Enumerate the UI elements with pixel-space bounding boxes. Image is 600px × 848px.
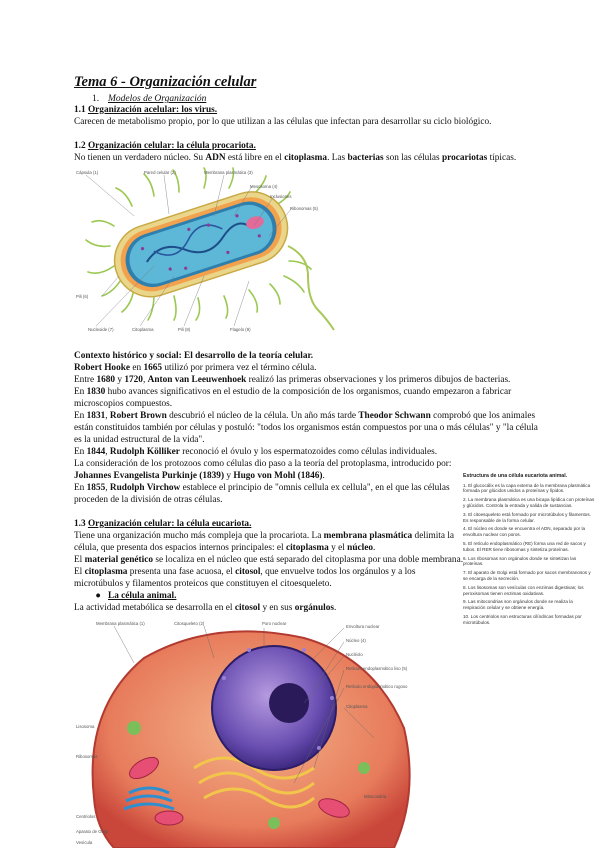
text-bold: 1720 [124,375,143,385]
text-bold: Hugo von Mohl (1846) [233,471,323,481]
section-subtitle-text: Modelos de Organización [108,94,207,104]
text-bold: bacterias [347,153,384,163]
legend-title: Estructura de una célula eucariota animal. [463,473,568,479]
text-run: , [105,411,110,421]
text-run: El [74,567,85,577]
cell-label-citosqueleto: Citosqueleto (2) [174,621,205,626]
text-run: son las células [383,153,442,163]
text-bold: citosol [234,603,261,613]
text-bold: 1831 [86,411,106,421]
text-run: utilizó por primera vez el término célula. [162,363,317,373]
text-bold: citoplasma [84,567,128,577]
cell-label-rel: Retículo endoplasmático liso (5) [346,666,408,671]
heading-text: Organización celular: la célula procariota. [87,141,256,151]
bacterium-body [105,183,297,306]
text-run: descubrió el núcleo de la célula. Un año más tarde [166,411,359,421]
cell-label-mitocondria: Mitocondria [364,794,387,799]
label-capsula: Cápsula (1) [76,170,99,175]
cell-label-centriolos: Centriolos [76,814,96,819]
bullet-icon: ● [95,591,101,601]
text-run: célula, que presenta dos espacios internos principales: el [74,543,286,553]
text-run: En [74,483,87,493]
paragraph-eucariota-5: microtúbulos y filamentos proteicos que constituyen el citoesqueleto. [74,579,332,589]
label-citoplasma: Citoplasma [132,327,154,332]
paragraph-eucariota-3 [74,555,463,567]
context-brown-cont: están constituidos también por células y postuló: "todos los organismos están compuestos por una o más células" y "la célula [74,423,538,433]
text-run: comprobó que los animales [430,411,536,421]
text-bold: citoplasma [285,543,329,553]
text-run: y el [328,543,348,553]
text-bold: orgánulos [294,603,334,613]
context-1830-cont: microscopios compuestos. [74,399,173,409]
context-purkinje [74,471,325,483]
text-bold: citoplasma [284,153,328,163]
text-bold: 1844 [86,447,106,457]
heading-number: 1.3 [74,519,86,529]
paragraph-eucariota-1 [74,531,454,543]
label-pared-celular: Pared celular (2) [144,170,176,175]
text-bold: Rudolph Kölliker [109,447,180,457]
cell-label-citoplasma: Citoplasma [346,704,368,709]
legend-item: 4. El núcleo es donde se encuentra el ADN, separado por la envoltura nuclear con poros. [463,526,586,538]
text-run: . Las [327,153,348,163]
text-run: La actividad metabólica se desarrolla en el [74,603,235,613]
cell-label-nucleolo: Nucléolo [346,652,363,657]
cell-label-envoltura: Envoltura nuclear [346,624,380,629]
legend-item: 5. El retículo endoplasmático (RE) forma una red de sacos y tubos. El RER tiene ribosomas y sintetiza proteínas. [463,541,586,552]
text-run: En [74,447,87,457]
bullet-text: La célula animal. [108,591,177,601]
heading-1-2 [74,141,256,153]
text-run: . [373,543,376,553]
text-run: realizó las primeras observaciones y los primeros dibujos de bacterias. [246,375,511,385]
text-run: En [74,411,87,421]
text-bold: Robert Brown [109,411,167,421]
paragraph-virus: Carecen de metabolismo propio, por lo que utilizan a las células que infectan para desarrollar su ciclo biológico. [74,117,492,127]
paragraph-actividad [74,603,336,615]
label-nucleoide: Nucleoide (7) [88,327,114,332]
context-virchow-cont: proceden de la división de otras células. [74,495,223,505]
text-run: . [334,603,337,613]
text-run: establece el principio de "omnis cellula ex cellula", en el que las células [180,483,450,493]
legend-item: 9. Las mitocondrias son orgánulos donde se realiza la respiración celular y se obtiene energía. [463,599,573,611]
text-bold: membrana plasmática [323,531,413,541]
text-bold: procariotas [441,153,488,163]
text-run: y en sus [260,603,295,613]
paragraph-procariota [74,153,516,165]
paragraph-eucariota-4 [74,567,415,579]
label-mesosoma: Mesosoma (4) [250,184,278,189]
legend-item: 6. Los ribosomas son orgánulos donde se sintetizan las proteínas. [463,555,577,567]
text-bold: Theodor Schwann [358,411,431,421]
text-bold: 1855 [86,483,106,493]
text-bold: Anton van Leeuwenhoek [147,375,247,385]
text-run: está libre en el [225,153,285,163]
cell-label-nucleo: Núcleo (4) [346,638,366,643]
text-run: se localiza en el núcleo que está separado del citoplasma por una doble membrana. [153,555,464,565]
label-ribosomas: Ribosomas (5) [290,206,318,211]
context-leeuwenhoek [74,375,510,387]
text-bold: citosol [235,567,261,577]
context-virchow [74,483,450,495]
heading-1-1 [74,105,217,117]
heading-text: Organización acelular: los virus. [87,105,218,115]
text-bold: núcleo [347,543,373,553]
heading-number: 1.2 [74,141,86,151]
cell-label-membrana: Membrana plasmática (1) [96,621,145,626]
bacterium-diagram [74,166,344,336]
section-subtitle [92,94,206,104]
text-run: En [74,387,87,397]
text-run: reconoció el óvulo y los espermatozoides como células individuales. [179,447,438,457]
cell-label-poro: Poro nuclear [262,621,287,626]
context-brown [74,411,535,423]
text-run: , que envuelve todos los orgánulos y a los [260,567,416,577]
cell-label-ribosomas: Ribosomas [76,754,98,759]
context-heading: Contexto histórico y social: El desarrollo de la teoría celular. [74,351,314,361]
legend-item: 1. El glucocálix es la capa externa de la membrana plasmática formada por glúcidos unidos a proteínas y lípidos. [463,482,591,494]
text-bold: 1830 [86,387,106,397]
nucleolus [269,683,309,723]
text-run: , [105,447,110,457]
heading-number: 1.1 [74,105,86,115]
legend-item: 2. La membrana plasmática es una bicapa lipídica con proteínas y glúcidos. Controla la entrada y salida de sustancias. [463,497,595,508]
text-run: delimita la [412,531,455,541]
text-bold: Johannes Evangelista Purkinje (1839) [74,471,225,481]
bullet-celula-animal [88,591,176,603]
context-hooke [74,363,316,375]
flagellum [288,246,334,330]
cell-label-rer: Retículo endoplasmático rugoso [346,684,408,689]
label-flagelo: Flagelo (9) [230,327,251,332]
text-run: . [322,471,325,481]
label-inclusiones: Inclusiones [270,194,292,199]
text-run: , [105,483,110,493]
text-run: y [224,471,234,481]
text-bold: ADN [205,153,226,163]
text-run: El [74,555,85,565]
page-title: Tema 6 - Organización celular [74,74,257,90]
cell-label-vesicula: Vesícula [76,840,93,845]
eucariota-legend [463,474,595,844]
heading-text: Organización celular: la célula eucariota. [87,519,252,529]
text-run: hubo avances significativos en el estudio de la composición de los organismos, cuando empezaron a fabricar [105,387,512,397]
text-run: No tienen un verdadero núcleo. Su [74,153,206,163]
label-pili: Pili (6) [76,294,89,299]
text-run: y [115,375,125,385]
paragraph-eucariota-2 [74,543,375,555]
text-run: típicas. [487,153,517,163]
section-number: 1. [92,94,100,104]
label-membrana-plasmatica: Membrana plasmática (3) [204,170,253,175]
animal-cell-diagram [74,618,456,848]
text-run: , [142,375,148,385]
cell-label-lisosoma: Lisosoma [76,724,95,729]
context-protozoos: La consideración de los protozoos como células dio paso a la teoría del protoplasma, introducido por: [74,459,452,469]
text-bold: material genético [84,555,153,565]
heading-1-3 [74,519,251,531]
legend-item: 8. Los lisosomas son vesículas con enzimas digestivas; los peroxisomas tienen enzimas oxidativas. [463,584,584,596]
context-brown-cont2: es la unidad estructural de la vida". [74,435,205,445]
text-run: presenta una fase acuosa, el [127,567,236,577]
legend-item: 10. Los centriolos son estructuras cilíndricas formadas por microtúbulos. [463,614,582,625]
text-run: Tiene una organización mucho más compleja que la procariota. La [74,531,324,541]
text-run: Entre [74,375,97,385]
text-run: en [130,363,144,373]
context-1830 [74,387,511,399]
text-bold: 1665 [143,363,163,373]
legend-item: 7. El aparato de Golgi está formado por sacos membranosos y se encarga de la secreción. [463,570,591,581]
label-pili-8: Pili (8) [178,327,191,332]
context-kolliker [74,447,437,459]
text-bold: Rudolph Virchow [109,483,181,493]
text-bold: Robert Hooke [74,363,131,373]
cell-label-golgi: Aparato de Golgi [76,829,109,834]
text-bold: 1680 [96,375,116,385]
legend-item: 3. El citoesqueleto está formado por microtúbulos y filamentos. Es responsable de la forma celular. [463,511,591,523]
